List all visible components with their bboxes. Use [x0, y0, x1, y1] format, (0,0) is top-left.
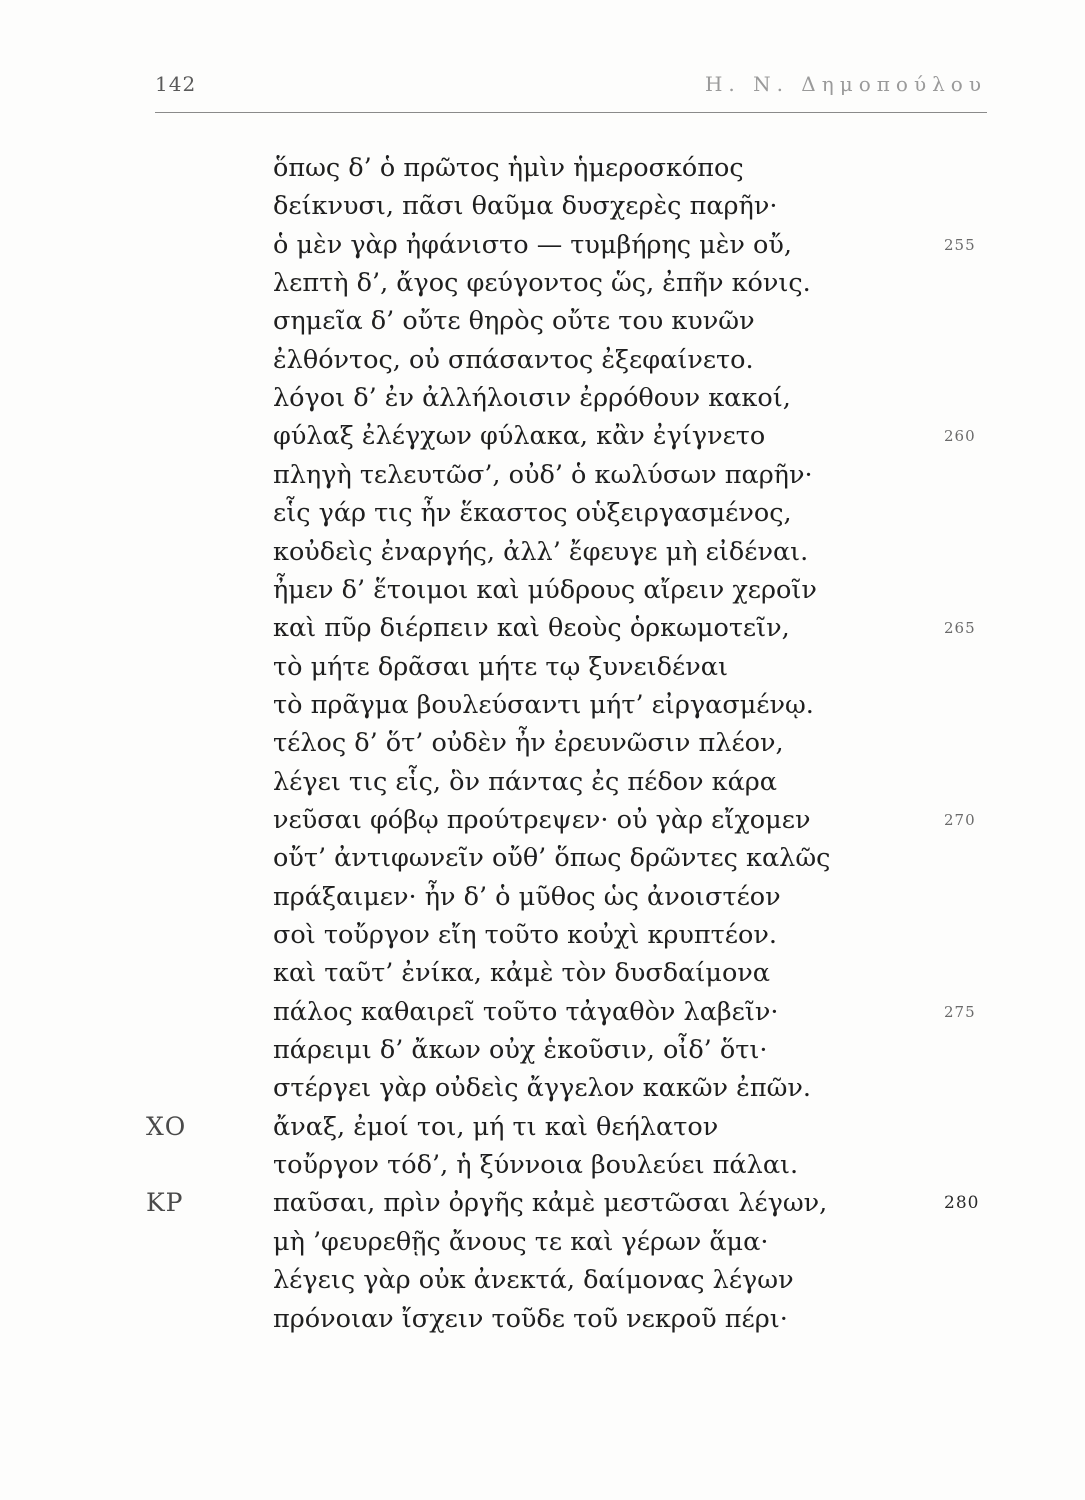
line-number: 275: [944, 1002, 976, 1021]
verse-text: εἷς γάρ τις ἦν ἕκαστος οὑξειργασμένος,: [273, 498, 792, 529]
verse-text: φύλαξ ἐλέγχων φύλακα, κἂν ἐγίγνετο: [273, 421, 766, 452]
verse-text: κοὐδεὶς ἐναργής, ἀλλ’ ἔφευγε μὴ εἰδέναι.: [273, 536, 809, 567]
verse-text: τὸ μήτε δρᾶσαι μήτε τῳ ξυνειδέναι: [273, 651, 728, 682]
verse-text: μὴ ’φευρεθῇς ἄνους τε καὶ γέρων ἅμα·: [273, 1226, 769, 1257]
line-number: 265: [944, 619, 976, 638]
verse-text: δείκνυσι, πᾶσι θαῦμα δυσχερὲς παρῆν·: [273, 191, 778, 222]
verse-text: ὁ μὲν γὰρ ἠφάνιστο — τυμβήρης μὲν οὔ,: [273, 229, 792, 260]
verse-text: τέλος δ’ ὅτ’ οὐδὲν ἦν ἐρευνῶσιν πλέον,: [273, 728, 784, 759]
verse-text: λέγει τις εἷς, ὃν πάντας ἐς πέδον κάρα: [273, 766, 777, 797]
verse-text: πράξαιμεν· ἦν δ’ ὁ μῦθος ὡς ἀνοιστέον: [273, 881, 781, 912]
verse-text: καὶ πῦρ διέρπειν καὶ θεοὺς ὁρκωμοτεῖν,: [273, 613, 790, 644]
verse-text: τὸ πρᾶγμα βουλεύσαντι μήτ’ εἰργασμένῳ.: [273, 689, 814, 720]
verse-text: πάρειμι δ’ ἄκων οὐχ ἑκοῦσιν, οἶδ’ ὅτι·: [273, 1035, 768, 1066]
page-number: 142: [155, 72, 197, 96]
verse-text: στέργει γὰρ οὐδεὶς ἄγγελον κακῶν ἐπῶν.: [273, 1073, 812, 1104]
verse-text: ἐλθόντος, οὐ σπάσαντος ἐξεφαίνετο.: [273, 344, 754, 375]
verse-text: καὶ ταῦτ’ ἐνίκα, κἀμὲ τὸν δυσδαίμονα: [273, 958, 771, 989]
verse-text: σημεῖα δ’ οὔτε θηρὸς οὔτε του κυνῶν: [273, 306, 755, 337]
verse-text: παῦσαι, πρὶν ὀργῆς κἀμὲ μεστῶσαι λέγων,: [273, 1188, 828, 1219]
verse-text: ἦμεν δ’ ἕτοιμοι καὶ μύδρους αἴρειν χεροῖν: [273, 574, 817, 605]
verse-text: πάλος καθαιρεῖ τοῦτο τἀγαθὸν λαβεῖν·: [273, 996, 779, 1027]
speaker-label: ΚΡ: [146, 1188, 184, 1218]
verse-text: νεῦσαι φόβῳ προύτρεψεν· οὐ γὰρ εἴχομεν: [273, 804, 811, 835]
verse-text: λόγοι δ’ ἐν ἀλλήλοισιν ἐρρόθουν κακοί,: [273, 383, 791, 414]
verse-text: τοὔργον τόδ’, ἡ ξύννοια βουλεύει πάλαι.: [273, 1150, 799, 1181]
verse-text: πρόνοιαν ἴσχειν τοῦδε τοῦ νεκροῦ πέρι·: [273, 1303, 788, 1334]
verse-line: [0, 1296, 1085, 1342]
line-number: 260: [944, 427, 976, 446]
line-number: 280: [944, 1193, 980, 1214]
verse-text: λέγεις γὰρ οὐκ ἀνεκτά, δαίμονας λέγων: [273, 1265, 794, 1296]
speaker-label: ΧΟ: [146, 1111, 187, 1141]
running-head: Η. Ν. Δημοπούλου: [704, 72, 987, 96]
line-number: 270: [944, 810, 976, 829]
verse-text: ὅπως δ’ ὁ πρῶτος ἡμὶν ἡμεροσκόπος: [273, 153, 744, 183]
verse-text: πληγὴ τελευτῶσ’, οὐδ’ ὁ κωλύσων παρῆν·: [273, 459, 813, 490]
verse-text: οὔτ’ ἀντιφωνεῖν οὔθ’ ὅπως δρῶντες καλῶς: [273, 843, 831, 874]
verse-text: λεπτὴ δ’, ἄγος φεύγοντος ὥς, ἐπῆν κόνις.: [273, 268, 811, 299]
verse-text: ἄναξ, ἐμοί τοι, μή τι καὶ θεήλατον: [273, 1111, 719, 1142]
verse-text: σοὶ τοὔργον εἴη τοῦτο κοὐχὶ κρυπτέον.: [273, 920, 777, 950]
line-number: 255: [944, 235, 976, 254]
